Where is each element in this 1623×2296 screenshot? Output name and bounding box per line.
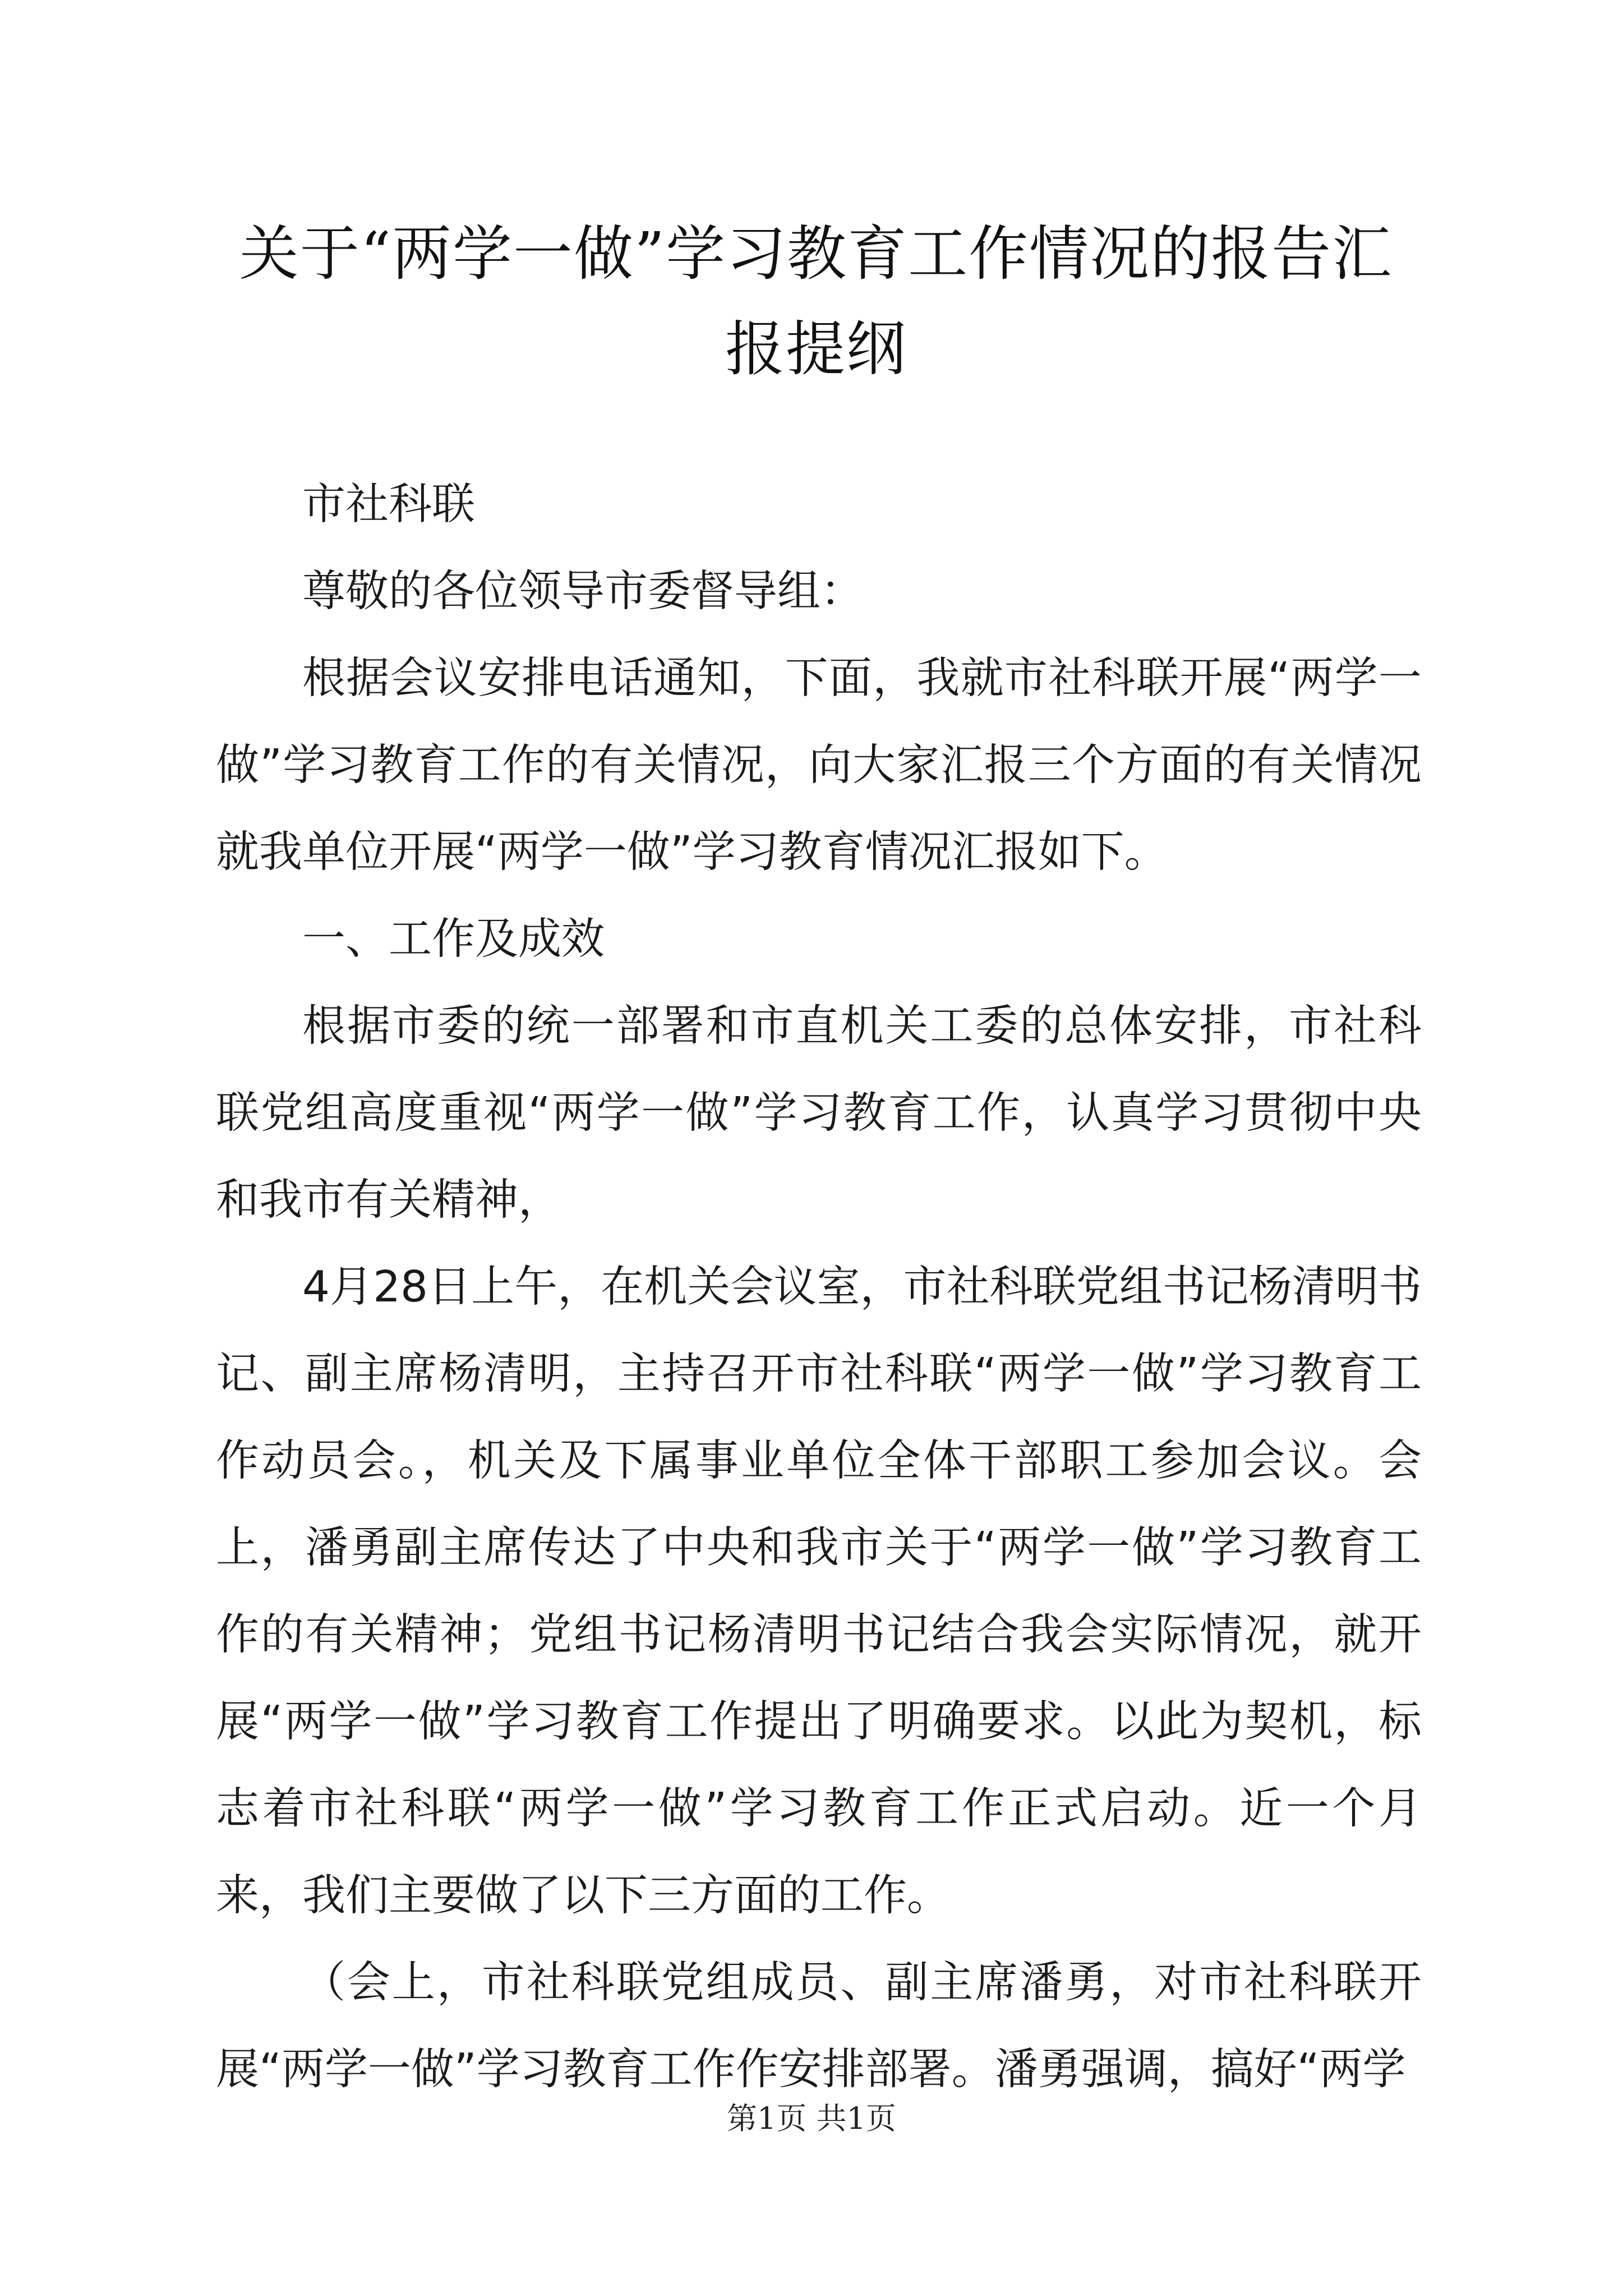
paragraph-salutation: 尊敬的各位领导市委督导组： — [302, 567, 864, 616]
section-heading-work-results: 一、工作及成效 — [302, 914, 605, 964]
document-title: 关于“两学一做”学习教育工作情况的报告汇报提纲 — [239, 219, 1393, 384]
paragraph-introduction: 根据会议安排电话通知，下面，我就市社科联开展“两学一做”学习教育工作的有关情况，向大家汇报三个方面的有关情况就我单位开展“两学一做”学习教育情况汇报如下。 — [216, 654, 1422, 877]
paragraph-overview: 根据市委的统一部署和市直机关工委的总体安排，市社科联党组高度重视“两学一做”学习教育工作，认真学习贯彻中央和我市有关精神， — [216, 1001, 1422, 1225]
page-number-footer: 第1页 共1页 — [727, 2101, 896, 2136]
paragraph-meeting-arrangement: （会上，市社科联党组成员、副主席潘勇，对市社科联开展“两学一做”学习教育工作作安排部署。潘勇强调，搞好“两学 — [216, 1958, 1422, 2095]
paragraph-mobilization-meeting: 4月28日上午，在机关会议室，市社科联党组书记杨清明书记、副主席杨清明，主持召开市社科联“两学一做”学习教育工作动员会。，机关及下属事业单位全体干部职工参加会议。会上，潘勇副主席传达了中央和我市关于“两学一做”学习教育工作的有关精神；党组书记杨清明书记结合我会实际情况，就开展“两学一做”学习教育工作提出了明确要求。以此为契机，标志着市社科联“两学一做”学习教育工作正式启动。近一个月来，我们主要做了以下三方面的工作。 — [216, 1262, 1422, 1921]
paragraph-organization: 市社科联 — [302, 480, 475, 530]
document-body — [216, 461, 1422, 2113]
